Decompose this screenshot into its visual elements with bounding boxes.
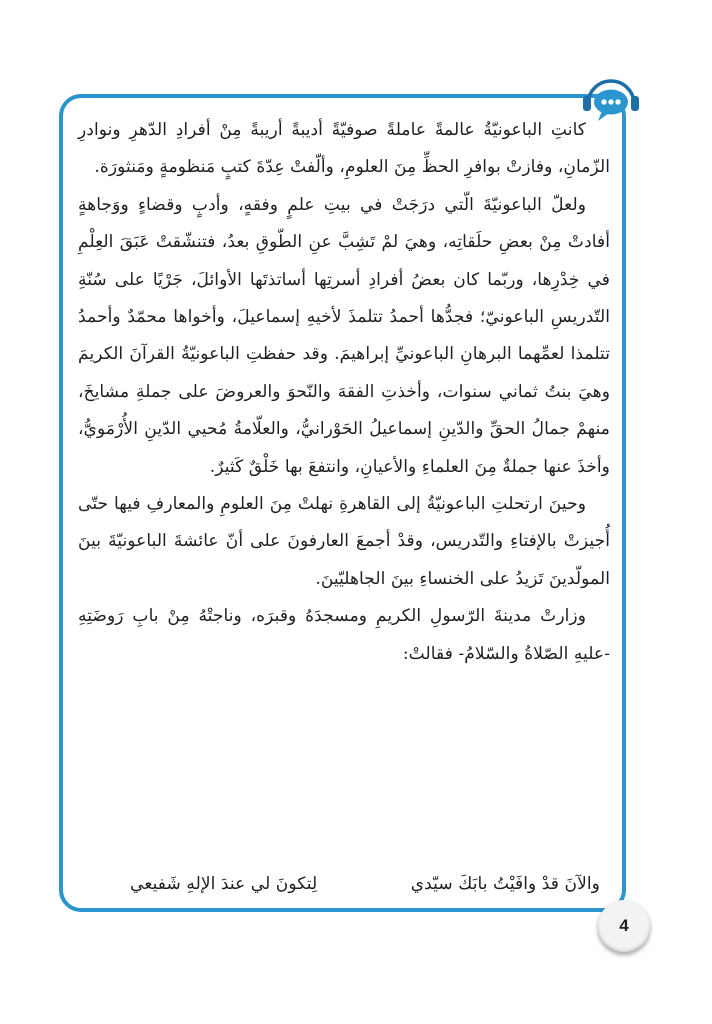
paragraph: كانتِ الباعونيّةُ عالمةً عاملةً صوفيّةً أديبةً أريبةً مِنْ أفرادِ الدّهرِ ونوادرِ الزّمانِ، وفازتْ بوافرِ الحظِّ مِنَ العلومِ، وألّفتْ عِدّةَ كتبٍ مَنظومةٍ ومَنثورَة. [78,120,610,178]
paragraph: وزارتْ مدينةَ الرّسولِ الكريمِ ومسجدَهُ وقبرَه، وناجتْهُ مِنْ بابِ رَوضَتِهِ -عليهِ الصّلاةُ والسّلامُ- فقالتْ: [78,606,610,664]
poem-verse [130,868,600,900]
paragraph: وحينَ ارتحلتِ الباعونيّةُ إلى القاهرةِ نهلتْ مِنَ العلومِ والمعارفِ فيها حتّى أُجيزتْ بالإفتاءِ والتّدريس، وقدْ أجمعَ العارفونَ على أنّ عائشةَ الباعونيّةَ بينَ المولّدينَ تَزيدُ على الخنساءِ بينَ الجاهليّينَ. [78,494,610,589]
article-body [78,112,610,673]
verse-second-hemistich: لِتكونَ لي عندَ الإلهِ شَفيعي [130,874,318,894]
verse-first-hemistich: والآنَ قدْ وافَيْتُ بابَكَ سيّدي [410,874,600,894]
paragraph: ولعلّ الباعونيّةَ الّتي درَجَتْ في بيتِ علمٍ وفقهٍ، وأدبٍ وقضاءٍ ووَجاهةٍ أفادتْ مِنْ بعضِ حلَقاتِه، وهيَ لمْ تَشِبَّ عنِ الطّوقِ بعدُ، فتنشّقتْ عَبَقَ العِلْمِ في خِدْرِها، وربّما كان بعضُ أفرادِ أسرتِها أساتذتَها الأوائلَ، جَرْيًا على سُنّةِ التّدريسِ الباعونيّ؛ فجدُّها أحمدُ تتلمذَ لأخيهِ إسماعيلَ، وأخواها محمّدٌ وأحمدُ تتلمذا لعمِّهما البرهانِ الباعونيِّ إبراهيمَ. وقد حفظتِ الباعونيّةُ القرآنَ الكريمَ وهيَ بنتُ ثماني سنوات، وأخذتِ الفقهَ والنّحوَ والعروضَ على جملةِ مشايخَ، منهمْ جمالُ الحقِّ والدّينِ إسماعيلُ الحَوْرانيُّ، والعلّامةُ مُحيي الدّينِ الأُرْمَويُّ، وأخذَ عنها جملةٌ مِنَ العلماءِ والأعيانِ، وانتفعَ بها خَلْقٌ كَثيرٌ. [78,194,610,477]
page-number-badge: 4 [598,900,650,952]
